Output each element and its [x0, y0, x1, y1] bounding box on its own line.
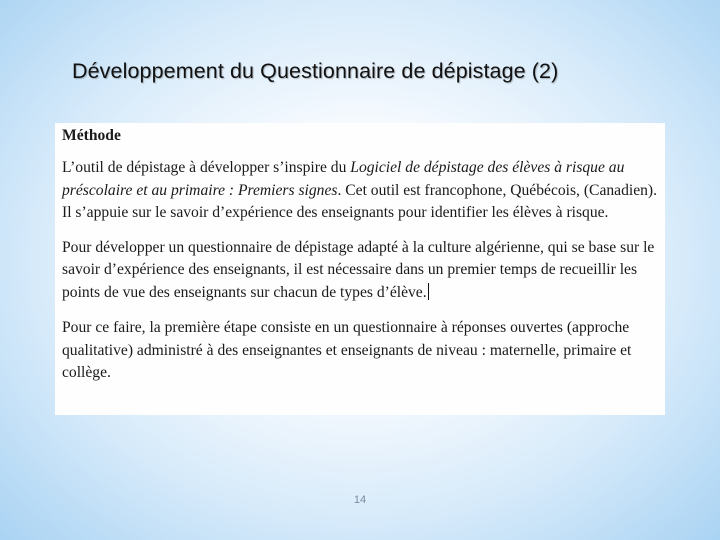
- paragraph-1: [62, 157, 662, 225]
- slide-title: Développement du Questionnaire de dépistage (2): [72, 59, 559, 83]
- paragraph-1-text-a: L’outil de dépistage à développer s’inspire du: [62, 159, 351, 176]
- paragraph-1-text-b: . Cet outil est francophone, Québécois, (Canadien). Il s’appuie sur le savoir d’expérience des enseignants pour identifier les élèves à risque.: [62, 181, 658, 221]
- text-cursor: [428, 283, 430, 300]
- section-heading: Méthode: [62, 127, 121, 144]
- paragraph-3: Pour ce faire, la première étape consiste en un questionnaire à réponses ouvertes (approche qualitative) administré à des enseignantes et enseignants de niveau : maternelle, primaire et collège.: [62, 319, 632, 381]
- paragraph-2: [62, 237, 662, 305]
- document-text: [62, 126, 662, 385]
- document-excerpt: [55, 123, 665, 415]
- paragraph-2-text: Pour développer un questionnaire de dépistage adapté à la culture algérienne, qui se base sur le savoir d’expérience des enseignants, il est nécessaire dans un premier temps de recueillir les points de vue des enseignants sur chacun de types d’élève.: [62, 238, 655, 301]
- page-number: 14: [353, 494, 367, 506]
- paragraph-1-italic-title: Logiciel de dépistage des élèves à risque au préscolaire et au primaire : Premiers signes: [62, 159, 625, 199]
